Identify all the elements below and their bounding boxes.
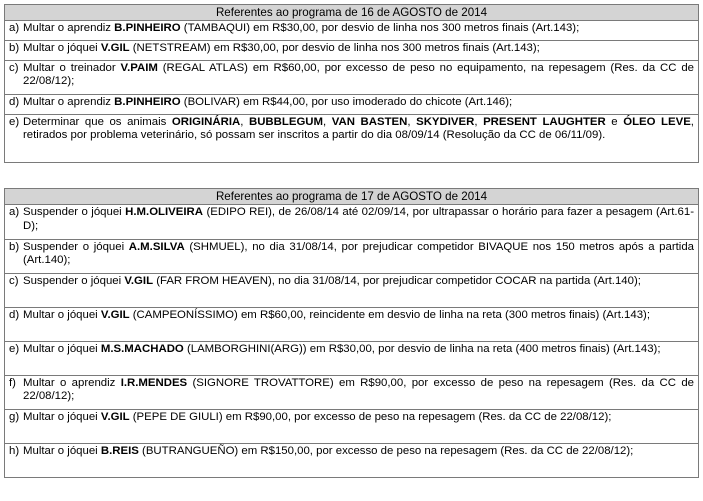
rule-row	[5, 60, 699, 94]
section-2-header: Referentes ao programa de 17 de AGOSTO de 2014	[4, 188, 699, 205]
rule-text-segment: (TAMBAQUI) em R$30,00, por desvio de linha nos 300 metros finais (Art.143);	[180, 22, 580, 34]
rule-letter: b)	[9, 240, 20, 253]
rule-text	[9, 22, 694, 36]
rule-text-segment: (BOLIVAR) em R$44,00, por uso imoderado do chicote (Art.146);	[180, 95, 513, 108]
rule-row	[5, 409, 699, 443]
rule-cell	[5, 40, 699, 60]
rule-name-bold: V.GIL	[100, 41, 130, 54]
rule-text-segment: Determinar que os animais	[23, 115, 172, 128]
rule-letter: a)	[9, 22, 20, 34]
rule-name-bold: BUBBLEGUM	[248, 115, 324, 128]
rule-cell	[5, 443, 699, 477]
rule-text-segment: Multar o aprendiz	[23, 22, 115, 34]
section-1-header: Referentes ao programa de 16 de AGOSTO de 2014	[4, 4, 699, 21]
rule-cell	[5, 273, 699, 307]
rule-name-bold: V.GIL	[100, 308, 130, 321]
section-2-body	[5, 205, 699, 477]
rule-text	[9, 411, 694, 425]
rule-text	[9, 96, 694, 110]
rule-row	[5, 114, 699, 162]
rule-name-bold: ÓLEO LEVE	[623, 115, 691, 128]
rule-text-segment: Suspender o jóquei	[23, 206, 126, 218]
rule-cell	[5, 307, 699, 341]
rule-row	[5, 341, 699, 375]
rule-row	[5, 375, 699, 409]
rule-text	[9, 116, 694, 143]
rule-letter: d)	[9, 95, 20, 108]
rule-cell	[5, 60, 699, 94]
rule-letter: h)	[9, 444, 20, 457]
rule-text-segment: Multar o jóquei	[23, 342, 101, 355]
rule-name-bold: V.GIL	[100, 410, 130, 423]
rule-row	[5, 443, 699, 477]
rule-cell	[5, 341, 699, 375]
rule-text	[9, 62, 694, 89]
rule-text	[9, 241, 694, 268]
rule-text-segment: (CAMPEONÍSSIMO) em R$60,00, reincidente em desvio de linha na reta (300 metros finais) (Art.143);	[129, 308, 650, 321]
rule-text-segment: (LAMBORGHINI(ARG)) em R$30,00, por desvio de linha na reta (400 metros finais) (Art.143);	[183, 342, 661, 355]
rule-name-bold: VAN BASTEN	[331, 115, 408, 128]
rule-name-bold: SKYDIVER	[416, 115, 475, 128]
rule-text-segment: (NETSTREAM) em R$30,00, por desvio de linha nos 300 metros finais (Art.143);	[129, 41, 540, 54]
rule-cell	[5, 205, 699, 239]
rule-text	[9, 445, 694, 459]
rule-row	[5, 205, 699, 239]
rule-text-segment: Multar o aprendiz	[23, 376, 121, 389]
rule-letter: a)	[9, 206, 20, 218]
rule-text-segment: Suspender o jóquei	[23, 240, 129, 253]
rule-name-bold: H.M.OLIVEIRA	[125, 206, 203, 218]
rule-text-segment: ,	[323, 115, 332, 128]
rule-text	[9, 309, 694, 323]
rule-name-bold: V.PAIM	[120, 61, 158, 74]
rule-text	[9, 206, 694, 233]
rule-name-bold: PRESENT LAUGHTER	[483, 115, 606, 128]
rule-cell	[5, 409, 699, 443]
rule-cell	[5, 239, 699, 273]
rule-text-segment: Multar o jóquei	[23, 444, 101, 457]
rule-letter: c)	[9, 61, 19, 74]
rule-cell	[5, 94, 699, 114]
section-1-table	[4, 21, 699, 163]
rule-letter: d)	[9, 308, 20, 321]
rule-row	[5, 40, 699, 60]
rule-row	[5, 239, 699, 273]
rule-text-segment: (REGAL ATLAS) em R$60,00, por excesso de peso no equipamento, na repesagem (Res. da CC de 22/08/12);	[23, 61, 694, 87]
rule-name-bold: B.PINHEIRO	[114, 95, 181, 108]
rule-text-segment: Multar o jóquei	[23, 41, 101, 54]
rule-row	[5, 273, 699, 307]
rule-name-bold: B.REIS	[100, 444, 139, 457]
rule-letter: c)	[9, 274, 19, 287]
rule-text-segment: (EDIPO REI), de 26/08/14 até 02/09/14, por ultrapassar o horário para fazer a pesagem (Art.61-D);	[23, 206, 694, 232]
rule-text-segment: (BUTRANGUEÑO) em R$150,00, por excesso de peso na repesagem (Res. da CC de 22/08/12);	[138, 444, 634, 457]
rule-text-segment: Suspender o jóquei	[23, 274, 125, 287]
rule-text-segment: e	[605, 115, 624, 128]
rule-letter: e)	[9, 342, 20, 355]
rule-row	[5, 94, 699, 114]
rule-name-bold: B.PINHEIRO	[114, 22, 181, 34]
section-2-table	[4, 205, 699, 478]
rule-name-bold: M.S.MACHADO	[100, 342, 184, 355]
rule-text-segment: (PEPE DE GIULI) em R$90,00, por excesso de peso na repesagem (Res. da CC de 22/08/12);	[129, 410, 612, 423]
rule-text	[9, 275, 694, 289]
rule-letter: g)	[9, 410, 20, 423]
rule-text-segment: ,	[407, 115, 417, 128]
rule-text-segment: ,	[474, 115, 484, 128]
rule-name-bold: ORIGINÁRIA	[171, 115, 241, 128]
rule-letter: e)	[9, 115, 20, 128]
rule-text	[9, 343, 694, 357]
rule-text-segment: , retirados por problema veterinário, só possam ser inscritos a partir do dia 08/09/14 (Resolução da CC de 06/11/09).	[23, 115, 694, 141]
rule-cell	[5, 114, 699, 162]
rule-text-segment: (SIGNORE TROVATTORE) em R$90,00, por excesso de peso na repesagem (Res. da CC de 22/08/12);	[23, 376, 694, 402]
rule-cell	[5, 375, 699, 409]
rule-text-segment: Multar o aprendiz	[23, 95, 115, 108]
rule-text-segment: ,	[240, 115, 249, 128]
rule-text	[9, 377, 694, 404]
rule-row	[5, 21, 699, 40]
rule-text-segment: Multar o jóquei	[23, 410, 101, 423]
rule-text	[9, 42, 694, 56]
section-1-body	[5, 21, 699, 162]
rule-text-segment: Multar o treinador	[23, 61, 121, 74]
rule-text-segment: (FAR FROM HEAVEN), no dia 31/08/14, por prejudicar competidor COCAR na partida (Art.140);	[153, 274, 641, 287]
rule-letter: f)	[9, 376, 16, 389]
rule-text-segment: Multar o jóquei	[23, 308, 101, 321]
rule-letter: b)	[9, 41, 20, 54]
rule-name-bold: I.R.MENDES	[120, 376, 188, 389]
rule-cell	[5, 21, 699, 40]
rule-name-bold: A.M.SILVA	[128, 240, 185, 253]
rule-text-segment: (SHMUEL), no dia 31/08/14, por prejudicar competidor BIVAQUE nos 150 metros após a partida (Art.140);	[23, 240, 694, 266]
rule-name-bold: V.GIL	[124, 274, 154, 287]
rule-row	[5, 307, 699, 341]
